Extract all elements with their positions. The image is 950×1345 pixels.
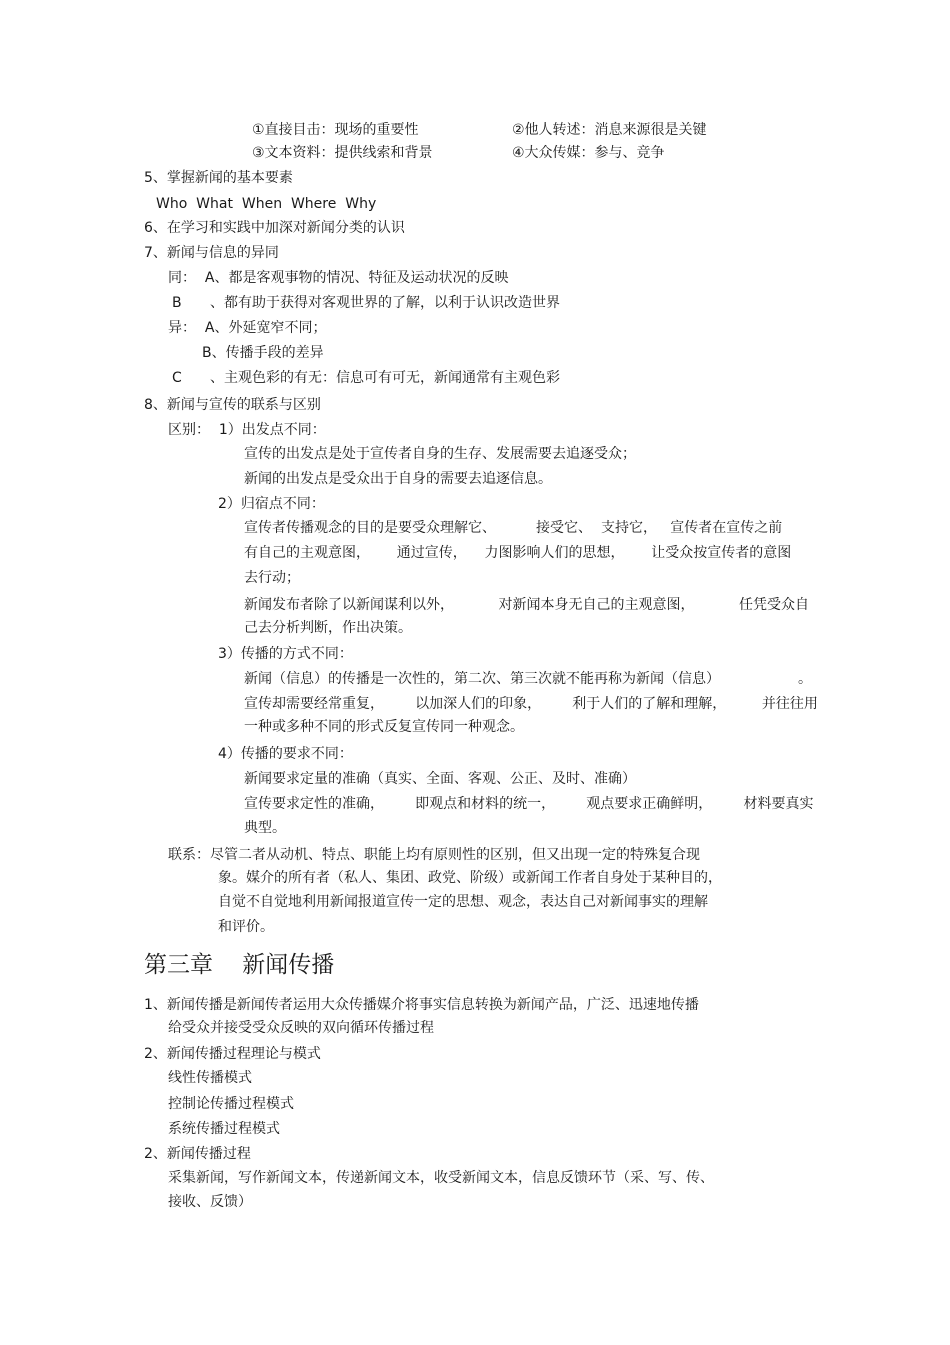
item-7-same-b-letter: B xyxy=(172,295,182,311)
d4-title: 4）传播的要求不同： xyxy=(218,746,353,762)
link-line-1: 联系：尽管二者从动机、特点、职能上均有原则性的区别，但又出现一定的特殊复合现 xyxy=(168,847,700,863)
item-7-diff-a: 异： A、外延宽窄不同； xyxy=(168,320,327,336)
difference-label: 区别： 1）出发点不同： xyxy=(168,422,326,438)
d3-line-b2: 一种或多种不同的形式反复宣传同一种观念。 xyxy=(244,719,524,735)
d2-line-a2: 有自己的主观意图， 通过宣传， 力图影响人们的思想， 让受众按宣传者的意图 xyxy=(244,545,792,561)
item-7-diff-c-letter: C xyxy=(172,370,182,386)
d1-line-a: 宣传的出发点是处于宣传者自身的生存、发展需要去追逐受众； xyxy=(244,446,636,462)
item-5-words: Who What When Where Why xyxy=(156,196,377,212)
d3-line-b1: 宣传却需要经常重复， 以加深人们的印象， 利于人们的了解和理解， 并往往用 xyxy=(244,696,818,712)
top-left-line-1: ①直接目击：现场的重要性 xyxy=(252,122,419,138)
d3-title: 3）传播的方式不同： xyxy=(218,646,353,662)
c2-item-cybernetic: 控制论传播过程模式 xyxy=(168,1096,294,1112)
item-7-diff-b: B、传播手段的差异 xyxy=(202,345,324,361)
d4-line-b1: 宣传要求定性的准确， 即观点和材料的统一， 观点要求正确鲜明， 材料要真实 xyxy=(244,796,814,812)
c3-line-a: 采集新闻，写作新闻文本，传递新闻文本，收受新闻文本，信息反馈环节（采、写、传、 xyxy=(168,1170,714,1186)
item-7-same-a: 同： A、都是客观事物的情况、特征及运动状况的反映 xyxy=(168,270,509,286)
d2-line-a3: 去行动； xyxy=(244,570,300,586)
top-right-line-1: ②他人转述：消息来源很是关键 xyxy=(512,122,707,138)
d2-line-a1: 宣传者传播观念的目的是要受众理解它、 接受它、 支持它， 宣传者在宣传之前 xyxy=(244,520,783,536)
d1-line-b: 新闻的出发点是受众出于自身的需要去追逐信息。 xyxy=(244,471,552,487)
d3-line-a1: 新闻（信息）的传播是一次性的，第二次、第三次就不能再称为新闻（信息） xyxy=(244,671,720,687)
c2-item-system: 系统传播过程模式 xyxy=(168,1121,280,1137)
item-7-diff-c-text: 、主观色彩的有无：信息可有可无，新闻通常有主观色彩 xyxy=(210,370,560,386)
c1-line-a: 1、新闻传播是新闻传者运用大众传播媒介将事实信息转换为新闻产品，广泛、迅速地传播 xyxy=(144,997,699,1013)
link-line-4: 和评价。 xyxy=(218,919,274,935)
d4-line-b2: 典型。 xyxy=(244,820,286,836)
item-6-heading: 6、在学习和实践中加深对新闻分类的认识 xyxy=(144,220,405,236)
c3-line-b: 接收、反馈） xyxy=(168,1194,252,1210)
c1-line-b: 给受众并接受受众反映的双向循环传播过程 xyxy=(168,1020,434,1036)
d2-line-b2: 己去分析判断，作出决策。 xyxy=(244,620,412,636)
link-line-2: 象。媒介的所有者（私人、集团、政党、阶级）或新闻工作者自身处于某种目的， xyxy=(218,870,722,886)
chapter-title: 第三章 新闻传播 xyxy=(144,952,335,978)
item-8-heading: 8、新闻与宣传的联系与区别 xyxy=(144,397,321,413)
d2-line-b1: 新闻发布者除了以新闻谋利以外， 对新闻本身无自己的主观意图， 任凭受众自 xyxy=(244,597,810,613)
item-5-heading: 5、掌握新闻的基本要素 xyxy=(144,170,293,186)
top-right-line-2: ④大众传媒：参与、竞争 xyxy=(512,145,665,161)
d4-line-a: 新闻要求定量的准确（真实、全面、客观、公正、及时、准确） xyxy=(244,771,636,787)
top-left-line-2: ③文本资料：提供线索和背景 xyxy=(252,145,433,161)
item-7-heading: 7、新闻与信息的异同 xyxy=(144,245,279,261)
d3-line-a1-end: 。 xyxy=(798,671,812,687)
d2-title: 2）归宿点不同： xyxy=(218,496,325,512)
c2-item-linear: 线性传播模式 xyxy=(168,1070,252,1086)
c2-heading: 2、新闻传播过程理论与模式 xyxy=(144,1046,321,1062)
item-7-same-b-text: 、都有助于获得对客观世界的了解，以利于认识改造世界 xyxy=(210,295,560,311)
c3-heading: 2、新闻传播过程 xyxy=(144,1146,251,1162)
link-line-3: 自觉不自觉地利用新闻报道宣传一定的思想、观念，表达自己对新闻事实的理解 xyxy=(218,894,708,910)
